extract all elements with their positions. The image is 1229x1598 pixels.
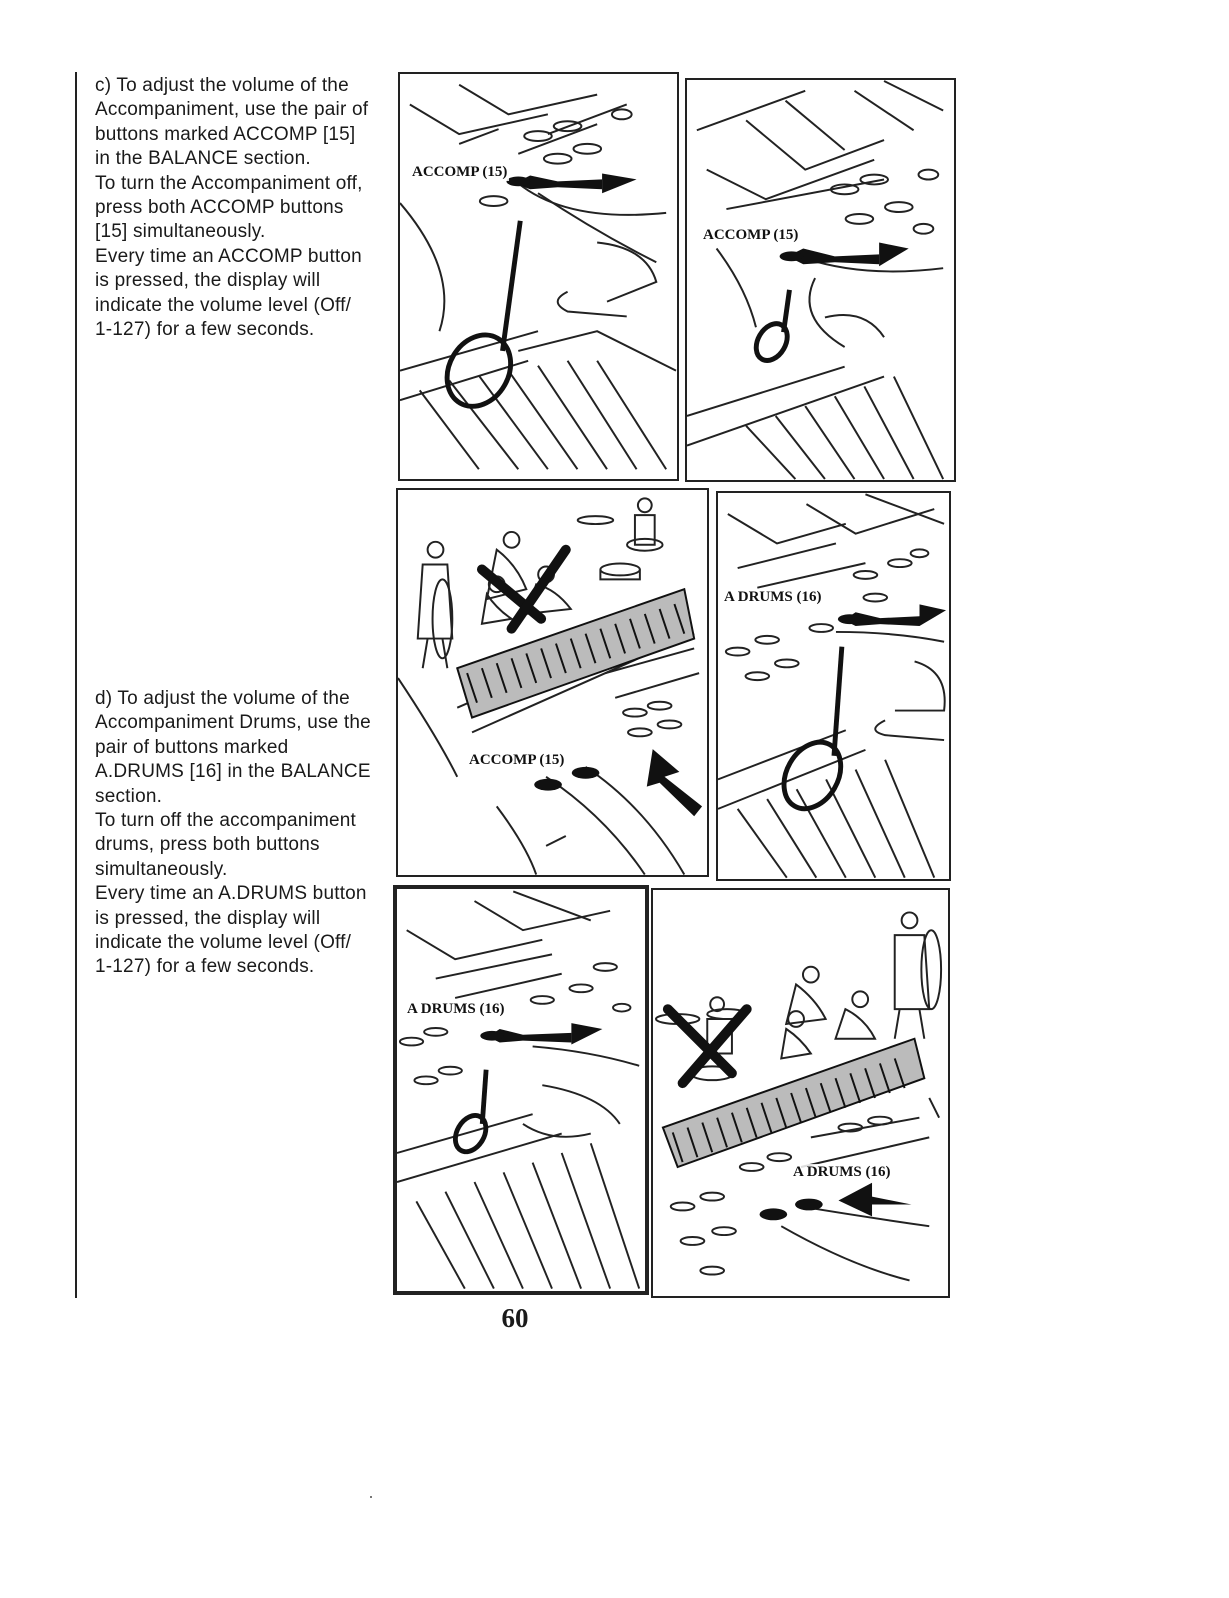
adrums-button-label: A DRUMS (16) xyxy=(793,1164,891,1180)
accomp-button-label: ACCOMP (15) xyxy=(469,752,565,768)
section-d-text xyxy=(95,687,390,980)
text-line: indicate the volume level (Off/ xyxy=(95,294,352,316)
text-line: d) To adjust the volume of the xyxy=(95,688,350,709)
text-line: is pressed, the display will xyxy=(95,270,321,292)
text-line: Every time an ACCOMP button xyxy=(95,245,362,267)
scan-speck xyxy=(370,1496,372,1498)
text-line: To turn off the accompaniment xyxy=(95,810,357,832)
illustration-panel-accomp-off xyxy=(396,488,709,877)
text-line: Accompaniment Drums, use the xyxy=(95,712,371,734)
text-line: 1-127) for a few seconds. xyxy=(95,956,315,978)
illustration-panel-adrums-volume-1 xyxy=(716,491,951,881)
panel-drawing xyxy=(718,493,949,879)
panel-drawing xyxy=(398,490,707,875)
text-line: section. xyxy=(95,785,163,807)
text-line: pair of buttons marked xyxy=(95,736,289,758)
text-line: in the BALANCE section. xyxy=(95,148,311,170)
text-line: simultaneously. xyxy=(95,858,228,880)
illustration-panel-adrums-volume-2 xyxy=(393,885,649,1295)
text-line: Every time an A.DRUMS button xyxy=(95,883,367,905)
panel-drawing xyxy=(687,80,954,480)
text-line: A.DRUMS [16] in the BALANCE xyxy=(95,761,371,783)
text-line: [15] simultaneously. xyxy=(95,221,266,243)
text-line: drums, press both buttons xyxy=(95,834,320,856)
page-number: 60 xyxy=(501,1303,529,1333)
panel-drawing xyxy=(397,889,645,1291)
text-line: c) To adjust the volume of the xyxy=(95,75,349,96)
text-line: To turn the Accompaniment off, xyxy=(95,172,363,194)
text-line: buttons marked ACCOMP [15] xyxy=(95,123,356,145)
text-line: press both ACCOMP buttons xyxy=(95,197,344,219)
text-line: 1-127) for a few seconds. xyxy=(95,319,315,341)
text-line: Accompaniment, use the pair of xyxy=(95,99,369,121)
illustration-panel-accomp-volume-1 xyxy=(398,72,679,481)
illustration-panel-accomp-volume-2 xyxy=(685,78,956,482)
accomp-button-label: ACCOMP (15) xyxy=(703,227,799,243)
adrums-button-label: A DRUMS (16) xyxy=(724,589,822,605)
adrums-button-label: A DRUMS (16) xyxy=(407,1001,505,1017)
panel-drawing xyxy=(653,890,948,1296)
accomp-button-label: ACCOMP (15) xyxy=(412,164,508,180)
margin-rule xyxy=(75,72,77,1298)
section-c-text xyxy=(95,74,390,342)
illustration-panel-adrums-off xyxy=(651,888,950,1298)
panel-drawing xyxy=(400,74,677,479)
text-line: indicate the volume level (Off/ xyxy=(95,932,352,954)
text-line: is pressed, the display will xyxy=(95,907,321,929)
